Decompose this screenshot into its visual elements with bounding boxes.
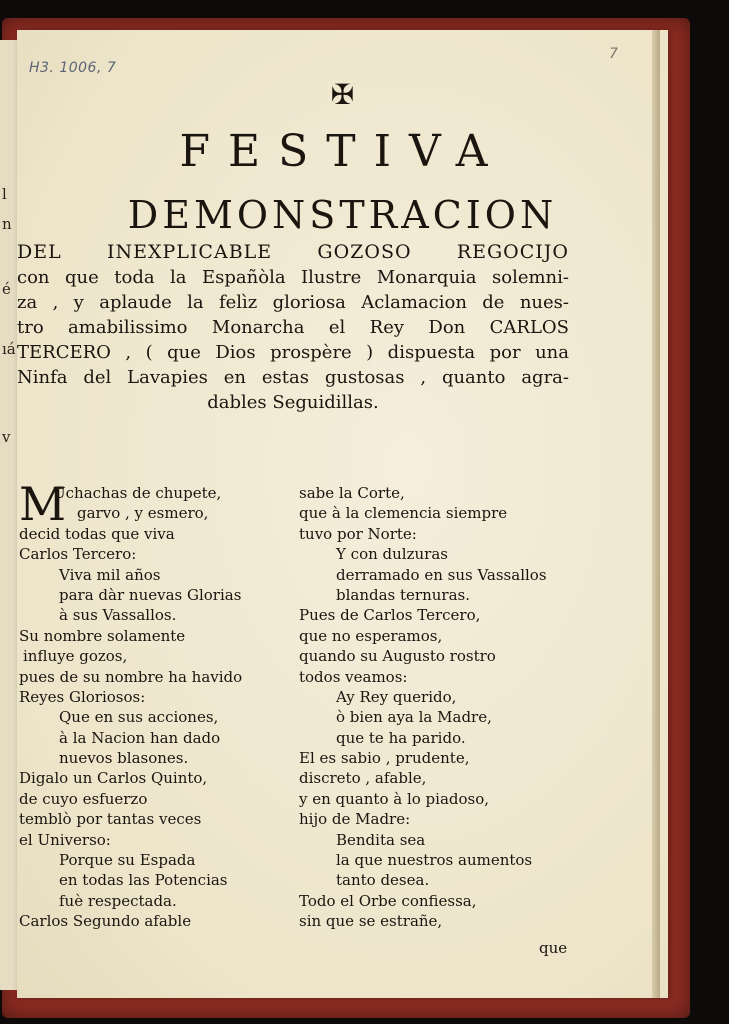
manuscript-shelfmark: H3. 1006, 7	[29, 60, 117, 76]
verse-line: Que en sus acciones,	[59, 708, 219, 727]
subtitle-line: con que toda la Españòla Ilustre Monarquia solemni-	[17, 267, 569, 288]
subtitle	[17, 240, 569, 415]
verse-line: decid todas que viva	[19, 524, 175, 543]
left-fragment: n	[2, 215, 12, 233]
verse-line: Pues de Carlos Tercero,	[299, 606, 481, 625]
verse-line: blandas ternuras.	[336, 585, 470, 604]
catchword: que	[539, 939, 568, 957]
verse-line: temblò por tantas veces	[19, 810, 202, 829]
verse-line: Carlos Tercero:	[19, 545, 137, 564]
verse-line: el Universo:	[19, 830, 111, 849]
left-fragment: l	[2, 185, 7, 203]
verse-line: à la Nacion han dado	[59, 728, 221, 747]
verse-line: à sus Vassallos.	[59, 606, 177, 625]
verse-line: El es sabio , prudente,	[299, 749, 470, 768]
subtitle-line: za , y aplaude la felìz gloriosa Aclamacion de nues-	[17, 292, 569, 313]
verse-line: para dàr nuevas Glorias	[59, 585, 242, 604]
verse-line: ò bien aya la Madre,	[336, 708, 492, 727]
verse-line: que te ha parido.	[336, 728, 466, 747]
subtitle-line: TERCERO , ( que Dios prospère ) dispuesta por una	[17, 342, 569, 363]
verse-line: Todo el Orbe confiessa,	[299, 891, 477, 910]
verse-line: derramado en sus Vassallos	[336, 565, 547, 584]
subtitle-line: Ninfa del Lavapies en estas gustosas , quanto agra-	[17, 367, 569, 388]
verse-line: que no esperamos,	[299, 626, 443, 645]
verse-line: todos veamos:	[299, 667, 408, 686]
verse-line: garvo , y esmero,	[77, 504, 209, 523]
verse-line: Ay Rey querido,	[336, 687, 457, 706]
verse-line: discreto , afable,	[299, 769, 427, 788]
verse-line: en todas las Potencias	[59, 871, 228, 890]
verse-line: la que nuestros aumentos	[336, 851, 533, 870]
page-fore-edge	[652, 30, 660, 998]
verse-line: quando su Augusto rostro	[299, 647, 496, 666]
left-fragment: ıá	[2, 340, 16, 358]
verse-line: Viva mil años	[59, 565, 161, 584]
poem-right-column	[299, 483, 581, 932]
cross-ornament-icon: ✠	[330, 78, 355, 111]
subtitle-line: dables Seguidillas.	[207, 392, 379, 413]
verse-line: tanto desea.	[336, 871, 430, 890]
verse-line: Y con dulzuras	[336, 545, 448, 564]
verse-line: influye gozos,	[23, 647, 128, 666]
subtitle-line: DEL INEXPLICABLE GOZOSO REGOCIJO	[17, 241, 569, 263]
verse-line: pues de su nombre ha havido	[19, 667, 243, 686]
title-line-2: DEMONSTRACION	[127, 193, 558, 237]
verse-line: Digalo un Carlos Quinto,	[19, 769, 208, 788]
left-fragment: v	[2, 428, 11, 446]
verse-line: de cuyo esfuerzo	[19, 789, 148, 808]
verse-line: y en quanto à lo piadoso,	[299, 789, 490, 808]
poem-left-column	[19, 477, 277, 932]
verse-line: hijo de Madre:	[299, 810, 411, 829]
title-line-1: FESTIVA	[179, 126, 506, 177]
verse-line: Bendita sea	[336, 830, 426, 849]
verse-line: tuvo por Norte:	[299, 524, 417, 543]
verse-line: sin que se estrañe,	[299, 912, 443, 931]
verse-line: nuevos blasones.	[59, 749, 189, 768]
verse-line: Su nombre solamente	[19, 626, 186, 645]
verse-line: Carlos Segundo afable	[19, 912, 192, 931]
page-number: 7	[609, 46, 618, 62]
verse-line: Reyes Gloriosos:	[19, 687, 146, 706]
drop-cap: M	[19, 477, 67, 531]
subtitle-line: tro amabilissimo Monarcha el Rey Don CARLOS	[17, 317, 569, 338]
left-fragment: é	[2, 280, 11, 298]
verse-line: fuè respectada.	[59, 891, 177, 910]
verse-line: sabe la Corte,	[299, 484, 405, 502]
verse-line: que à la clemencia siempre	[299, 504, 508, 523]
verse-text: Uchachas de chupete,	[53, 484, 222, 502]
verse-line: Porque su Espada	[59, 851, 196, 870]
printed-page	[17, 30, 668, 998]
